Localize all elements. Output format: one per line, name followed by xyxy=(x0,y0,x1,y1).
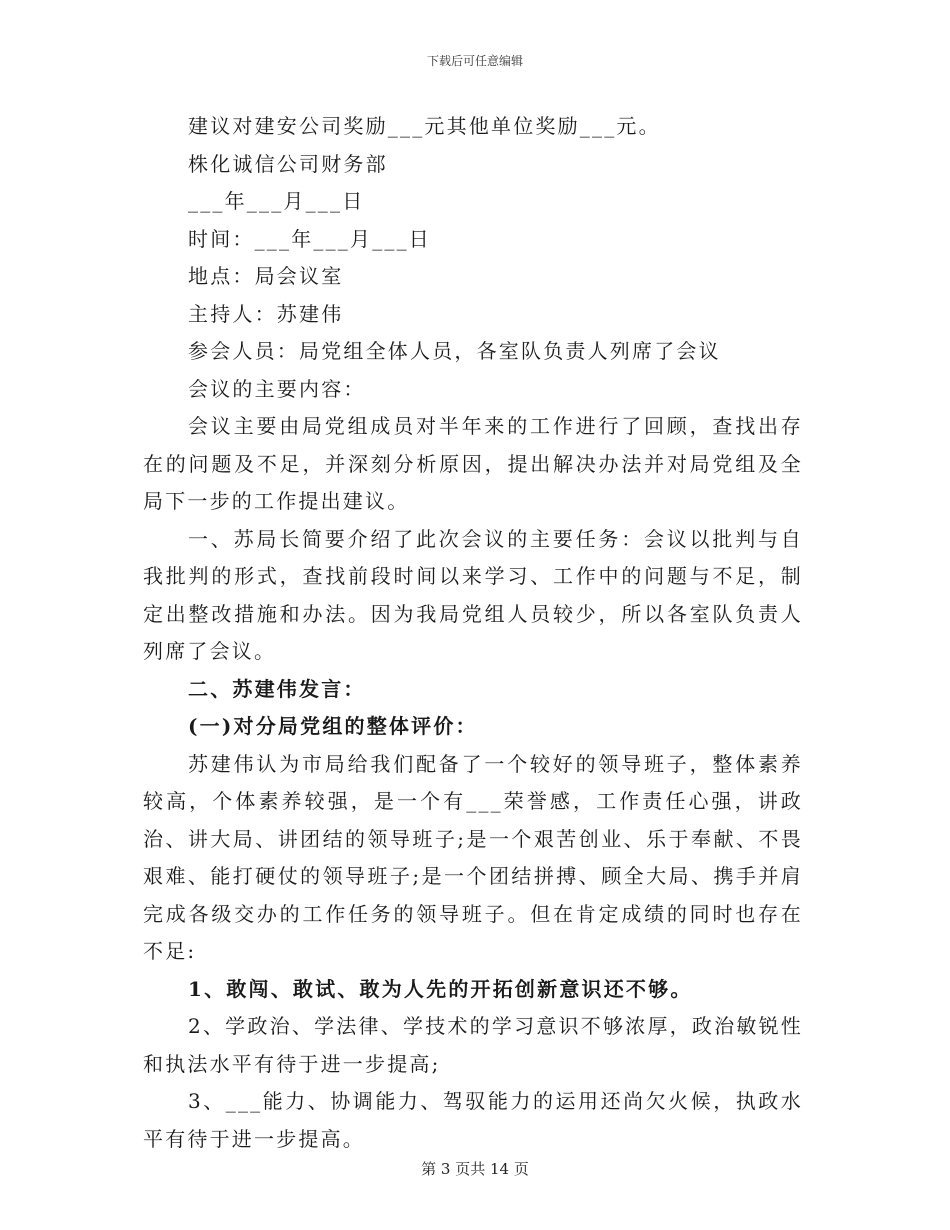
paragraph: 一、苏局长简要介绍了此次会议的主要任务：会议以批判与自我批判的形式，查找前段时间以来学习、工作中的问题与不足，制定出整改措施和办法。因为我局党组人员较少，所以各室队负责人列席了会议。 xyxy=(143,526,803,663)
list-item: 2、学政治、学法律、学技术的学习意识不够浓厚，政治敏锐性和执法水平有待于进一步提高; xyxy=(143,1014,803,1076)
paragraph: 株化诚信公司财务部 xyxy=(188,151,388,176)
list-item: 1、敢闯、敢试、敢为人先的开拓创新意识还不够。 xyxy=(188,976,693,1001)
paragraph: 苏建伟认为市局给我们配备了一个较好的领导班子，整体素养较高，个体素养较强，是一个有___荣誉感，工作责任心强，讲政治、讲大局、讲团结的领导班子;是一个艰苦创业、乐于奉献、不畏艰难、能打硬仗的领导班子;是一个团结拼搏、顾全大局、携手并肩完成各级交办的工作任务的领导班子。但在肯定成绩的同时也存在不足: xyxy=(143,751,803,963)
list-item: 3、___能力、协调能力、驾驭能力的运用还尚欠火候，执政水平有待于进一步提高。 xyxy=(143,1089,803,1151)
paragraph: 参会人员：局党组全体人员，各室队负责人列席了会议 xyxy=(188,339,721,363)
page-header: 下载后可任意编辑 xyxy=(426,54,523,68)
paragraph: 会议主要由局党组成员对半年来的工作进行了回顾，查找出存在的问题及不足，并深刻分析原因，提出解决办法并对局党组及全局下一步的工作提出建议。 xyxy=(143,414,803,513)
section-heading: 二、苏建伟发言： xyxy=(188,676,366,701)
subsection-heading: (一)对分局党组的整体评价： xyxy=(188,714,478,738)
paragraph: 会议的主要内容： xyxy=(188,376,366,401)
paragraph: 地点：局会议室 xyxy=(188,264,344,288)
paragraph: ___年___月___日 xyxy=(188,189,365,213)
page-footer: 第 3 页共 14 页 xyxy=(421,1160,529,1178)
paragraph: 主持人：苏建伟 xyxy=(188,301,344,326)
paragraph: 建议对建安公司奖励___元其他单位奖励___元。 xyxy=(188,114,661,138)
document-body xyxy=(143,108,803,1158)
paragraph: 时间：___年___月___日 xyxy=(188,226,431,251)
